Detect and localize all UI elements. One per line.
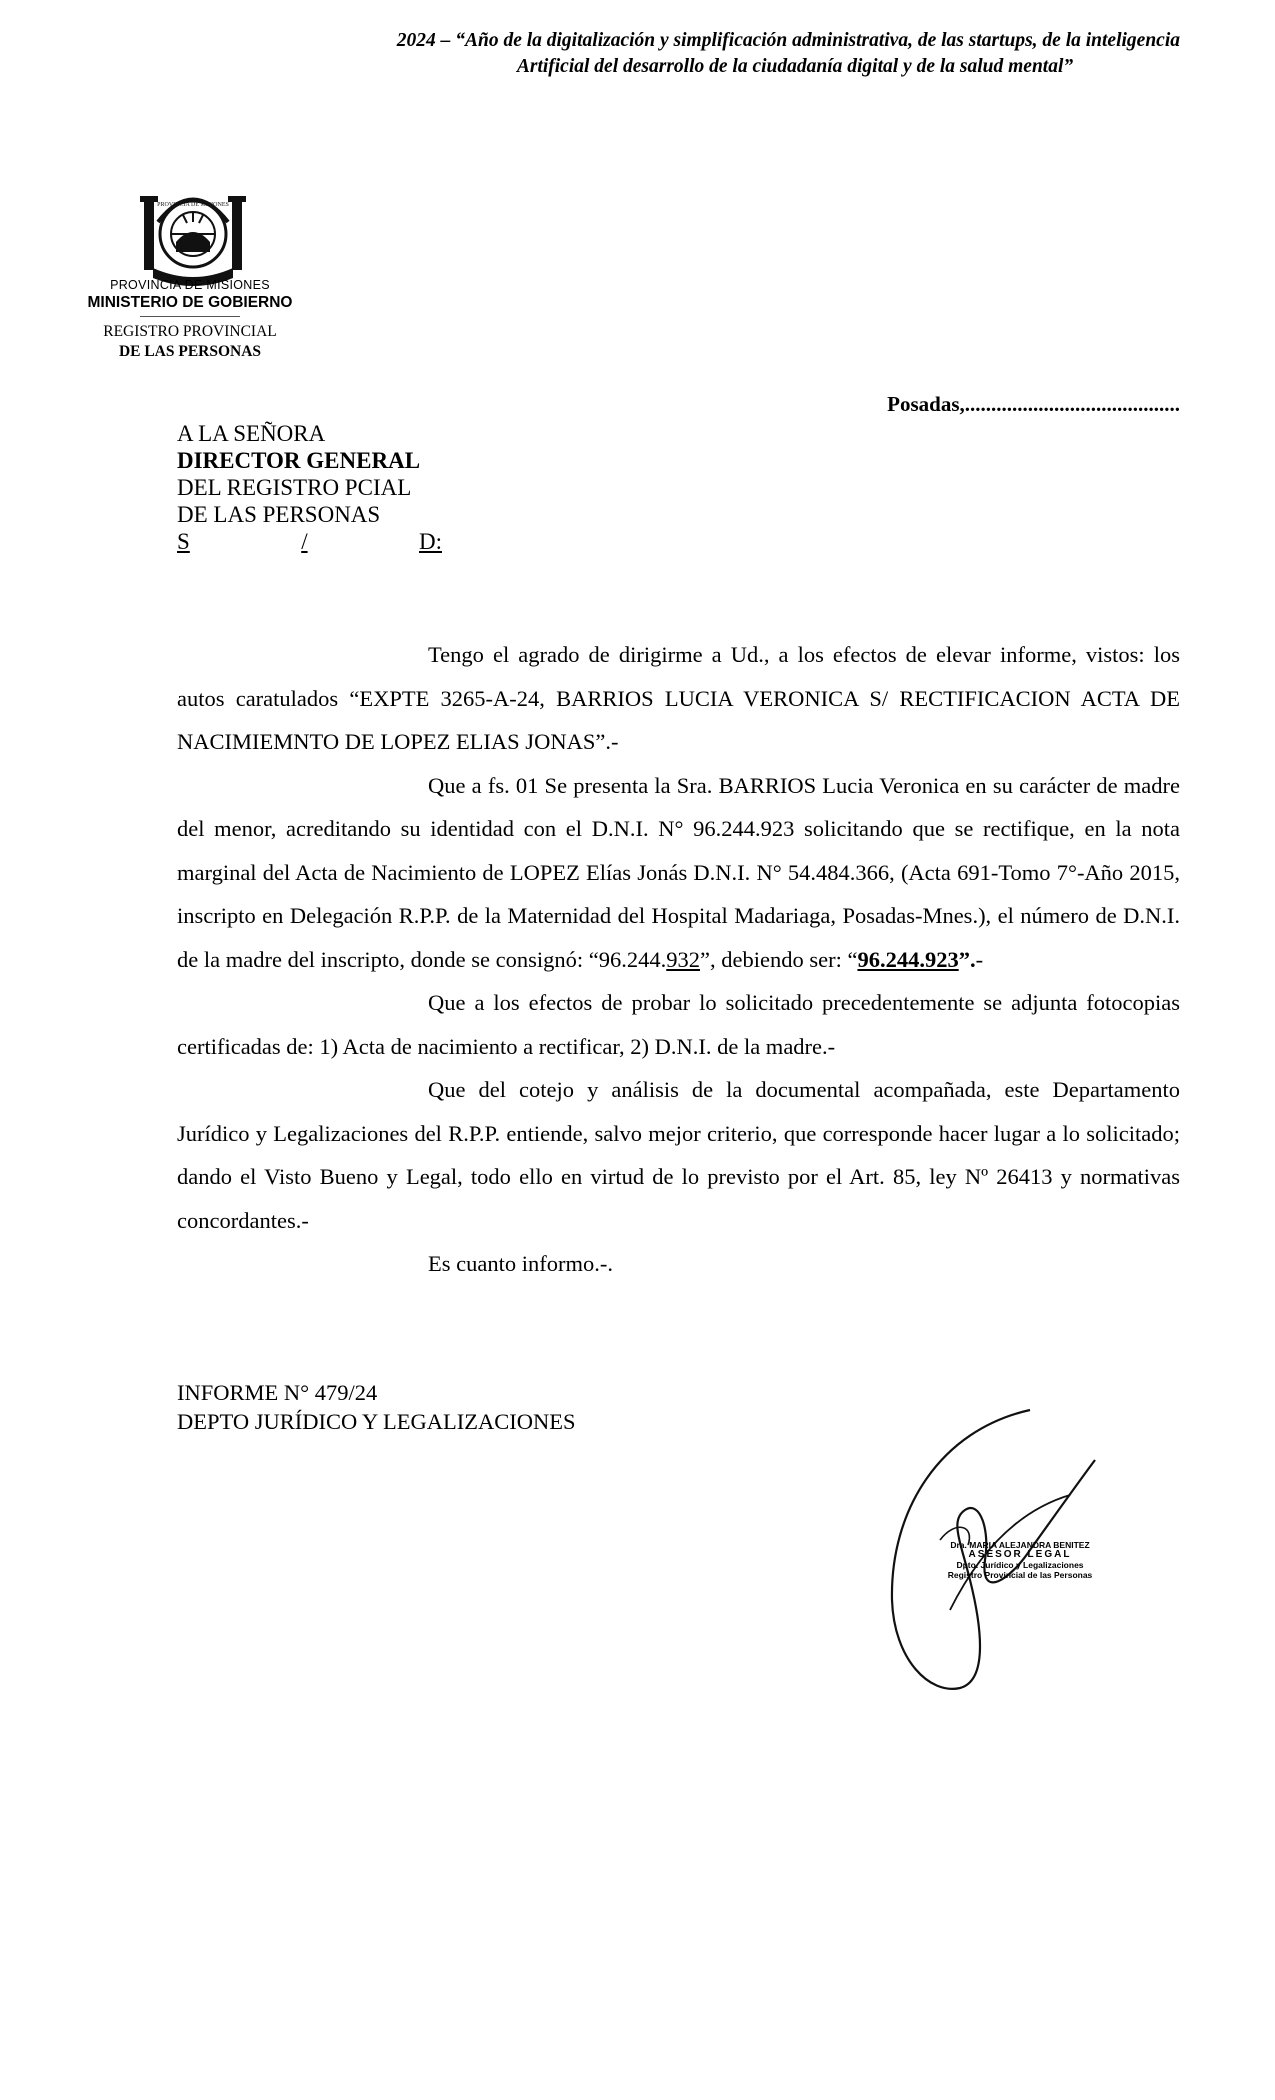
addressee-line-3: DEL REGISTRO PCIAL — [177, 475, 412, 500]
stamp-line-2: ASESOR LEGAL — [968, 1549, 1072, 1560]
addressee-title: DIRECTOR GENERAL — [177, 448, 421, 473]
addressee-line-4: DE LAS PERSONAS — [177, 502, 381, 527]
paragraph-4: Que del cotejo y análisis de la documental acompañada, este Departamento Jurídico y Legalizaciones del R.P.P. entiende, salvo mejor criterio, que corresponde hacer lugar a lo solicitado; dando el Visto Bueno y Legal, todo ello en virtud de lo previsto por el Art. 85, ley Nº 26413 y normativas concordantes.- — [177, 1077, 1180, 1233]
province-crest-icon — [138, 182, 248, 290]
wrong-dni-digits: 932 — [666, 946, 701, 972]
paragraph-2-end: - — [975, 946, 984, 972]
stamp-line-1: Dra. MARIA ALEJANDRA BENITEZ — [950, 1540, 1090, 1550]
org-province: PROVINCIA DE MISIONES — [110, 278, 270, 292]
stamp-line-3: Dpto. Jurídico y Legalizaciones — [956, 1560, 1084, 1570]
paragraph-2-mid: ”, debiendo ser: “ — [700, 946, 858, 972]
paragraph-2-text: Que a fs. 01 Se presenta la Sra. BARRIOS Lucia Veronica en su carácter de madre del menor, acreditando su identidad con el D.N.I. N° 96.244.923 solicitando que se rectifique, en la nota marginal del Acta de Nacimiento de LOPEZ Elías Jonás D.N.I. N° 54.484.366, (Acta 691-Tomo 7°-Año 2015, inscripto en Delegación R.P.P. de la Maternidad del Hospital Madariaga, Posadas-Mnes.), el número de D.N.I. de la madre del inscripto, donde se consignó: “96.244. — [177, 772, 1180, 972]
addressee-line-1: A LA SEÑORA — [177, 421, 326, 446]
correct-dni: 96.244.923 — [857, 946, 959, 972]
sd-s: S — [177, 529, 190, 554]
org-ministry: MINISTERIO DE GOBIERNO — [87, 294, 293, 311]
org-divider — [140, 316, 240, 317]
header-motto — [200, 28, 1180, 80]
report-department: DEPTO JURÍDICO Y LEGALIZACIONES — [177, 1409, 576, 1434]
report-identifier — [177, 1378, 576, 1436]
stamp-line-4: Registro Provincial de las Personas — [947, 1570, 1093, 1580]
paragraph-2 — [177, 764, 1180, 982]
place-date: Posadas,......................................... — [887, 392, 1180, 416]
crest-text: PROVINCIA DE MISIONES — [157, 202, 229, 208]
motto-line-1: 2024 – “Año de la digitalización y simplificación administrativa, de las startups, de la inteligencia — [396, 30, 1180, 51]
paragraph-5: Es cuanto informo.-. — [428, 1251, 613, 1276]
sd-slash: / — [301, 529, 308, 554]
org-registry-line-2: DE LAS PERSONAS — [118, 343, 262, 360]
report-number: INFORME N° 479/24 — [177, 1380, 378, 1405]
sd-d: D: — [419, 529, 442, 554]
motto-line-2: Artificial del desarrollo de la ciudadanía digital y de la salud mental” — [516, 56, 1074, 77]
org-registry-line-1: REGISTRO PROVINCIAL — [103, 323, 277, 340]
paragraph-2-close: ”. — [958, 946, 976, 972]
addressee-block — [177, 420, 442, 555]
paragraph-3: Que a los efectos de probar lo solicitado precedentemente se adjunta fotocopias certificadas de: 1) Acta de nacimiento a rectificar, 2) D.N.I. de la madre.- — [177, 990, 1180, 1059]
legal-stamp — [940, 1540, 1100, 1580]
letter-body — [177, 633, 1180, 1286]
paragraph-1: Tengo el agrado de dirigirme a Ud., a los efectos de elevar informe, vistos: los autos caratulados “EXPTE 3265-A-24, BARRIOS LUCIA VERONICA S/ RECTIFICACION ACTA DE NACIMIEMNTO DE LOPEZ ELIAS JONAS”.- — [177, 642, 1180, 754]
sd-line — [177, 528, 442, 555]
